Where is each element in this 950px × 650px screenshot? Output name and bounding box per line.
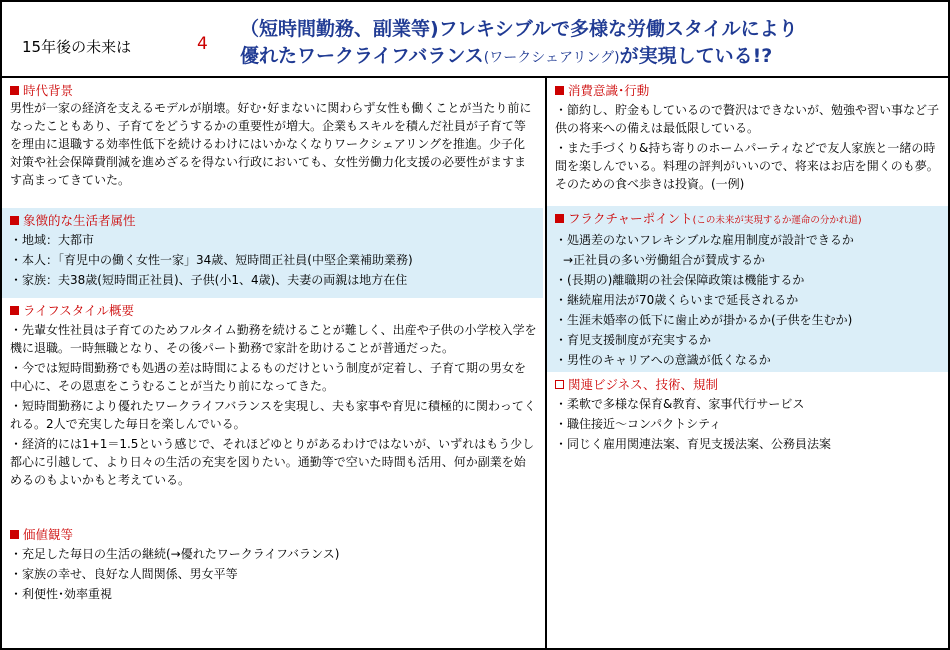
list-item: ・また手づくり&持ち寄りのホームパーティなどで友人家族と一緒の時間を楽しんでいる。料理の評判がいいので、将来はお店を開くのも夢。そのための食べ歩きは投資。(一例) (555, 141, 939, 191)
section-title: ライフスタイル概要 (10, 302, 537, 319)
list-item: ・生涯未婚率の低下に歯止めが掛かるか(子供を生むか) (555, 313, 853, 327)
left-column (2, 78, 543, 632)
list-item: ・短時間勤務により優れたワークライフバランスを実現し、夫も家事や育児に積極的に関わってくれる。2人で充実した毎日を楽しんでいる。 (10, 399, 536, 431)
section-title: フラクチャーポイント(この未来が実現するか運命の分かれ道) (555, 210, 942, 229)
section-background (2, 78, 543, 208)
title-line-1: （短時間勤務、副業等)フレキシブルで多様な労働スタイルにより (240, 18, 798, 40)
header (2, 2, 948, 78)
section-title-note: (この未来が実現するか運命の分かれ道) (692, 215, 862, 226)
list-item: ・継続雇用法が70歳くらいまで延長されるか (555, 293, 799, 307)
title-line-2-end: が実現している!? (619, 45, 773, 67)
red-square-icon (555, 214, 564, 223)
red-square-icon (10, 306, 19, 315)
section-title: 関連ビジネス、技術、規制 (555, 376, 942, 393)
red-square-icon (10, 216, 19, 225)
page-title (240, 16, 798, 72)
section-business (547, 372, 948, 472)
background-text: 男性が一家の経済を支えるモデルが崩壊。好む･好まないに関わらず女性も働くことが当たり前になったこともあり、子育てをどうするかの重要性が増大。企業もスキルを積んだ社員が子育て等を理由に退職する効率性低下を続けるわけにはいかなくなりワークシェアリングを推進。少子化対策や社会保障費削減を進めざるを得ない行政においても、女性労働力化支援の必要性がますます高まってきていた。 (10, 101, 532, 187)
list-item: ・処遇差のないフレキシブルな雇用制度が設計できるか (555, 233, 854, 247)
red-square-icon (555, 86, 564, 95)
section-values (2, 522, 543, 632)
list-item: ・育児支援制度が充実するか (555, 333, 712, 347)
list-item-sub: →正社員の多い労働組合が賛成するか (563, 253, 766, 267)
list-item: ・柔軟で多様な保育&教育、家事代行サービス (555, 397, 805, 411)
list-item: ・家族：夫38歳(短時間正社員)、子供(小1、4歳)、夫妻の両親は地方在住 (10, 273, 408, 287)
list-item: ・職住接近～コンパクトシティ (555, 417, 722, 431)
list-item: ・節約し、貯金もしているので贅沢はできないが、勉強や習い事など子供の将来への備えは最低限している。 (555, 103, 940, 135)
section-title: 時代背景 (10, 82, 537, 99)
section-fracture-points (547, 206, 948, 372)
section-consumption (547, 78, 948, 206)
red-square-icon (10, 530, 19, 539)
title-line-2-main: 優れたワークライフバランス (240, 45, 484, 67)
list-item: ・同じく雇用関連法案、育児支援法案、公務員法案 (555, 437, 832, 451)
red-square-icon (10, 86, 19, 95)
section-title: 象徴的な生活者属性 (10, 212, 537, 229)
title-line-2 (240, 43, 798, 72)
list-item: ・本人：「育児中の働く女性一家」34歳、短時間正社員(中堅企業補助業務) (10, 253, 413, 267)
list-item: ・先輩女性社員は子育てのためフルタイム勤務を続けることが難しく、出産や子供の小学校入学を機に退職。一時無職となり、その後パート勤務で家計を助けることが普通だった。 (10, 323, 537, 355)
section-attributes (2, 208, 543, 298)
section-title: 消費意識･行動 (555, 82, 942, 99)
red-outline-square-icon (555, 380, 564, 389)
list-item: ・今では短時間勤務でも処遇の差は時間によるものだけという制度が定着し、子育て期の男女を中心に、その恩恵をこうむることが当たり前になってきた。 (10, 361, 527, 393)
list-item: ・利便性･効率重視 (10, 587, 113, 601)
right-column (547, 78, 948, 472)
header-prefix: 15年後の未来は (22, 38, 132, 56)
section-title: 価値観等 (10, 526, 537, 543)
list-item: ・経済的には1+1＝1.5という感じで、それほどゆとりがあるわけではないが、いずれはもう少し都心に引越して、より日々の生活の充実を図りたい。通勤等で空いた時間も活用、何か副業を始めるのもよいかもと考えている。 (10, 437, 535, 487)
list-item: ・(長期の)離職期の社会保障政策は機能するか (555, 273, 805, 287)
scenario-number: 4 (197, 34, 208, 54)
list-item: ・家族の幸せ、良好な人間関係、男女平等 (10, 567, 238, 581)
list-item: ・地域：大都市 (10, 233, 95, 247)
title-line-2-note: (ワークシェアリング) (483, 50, 620, 66)
list-item: ・充足した毎日の生活の継続(→優れたワークライフバランス) (10, 547, 340, 561)
list-item: ・男性のキャリアへの意識が低くなるか (555, 353, 771, 367)
section-lifestyle (2, 298, 543, 522)
